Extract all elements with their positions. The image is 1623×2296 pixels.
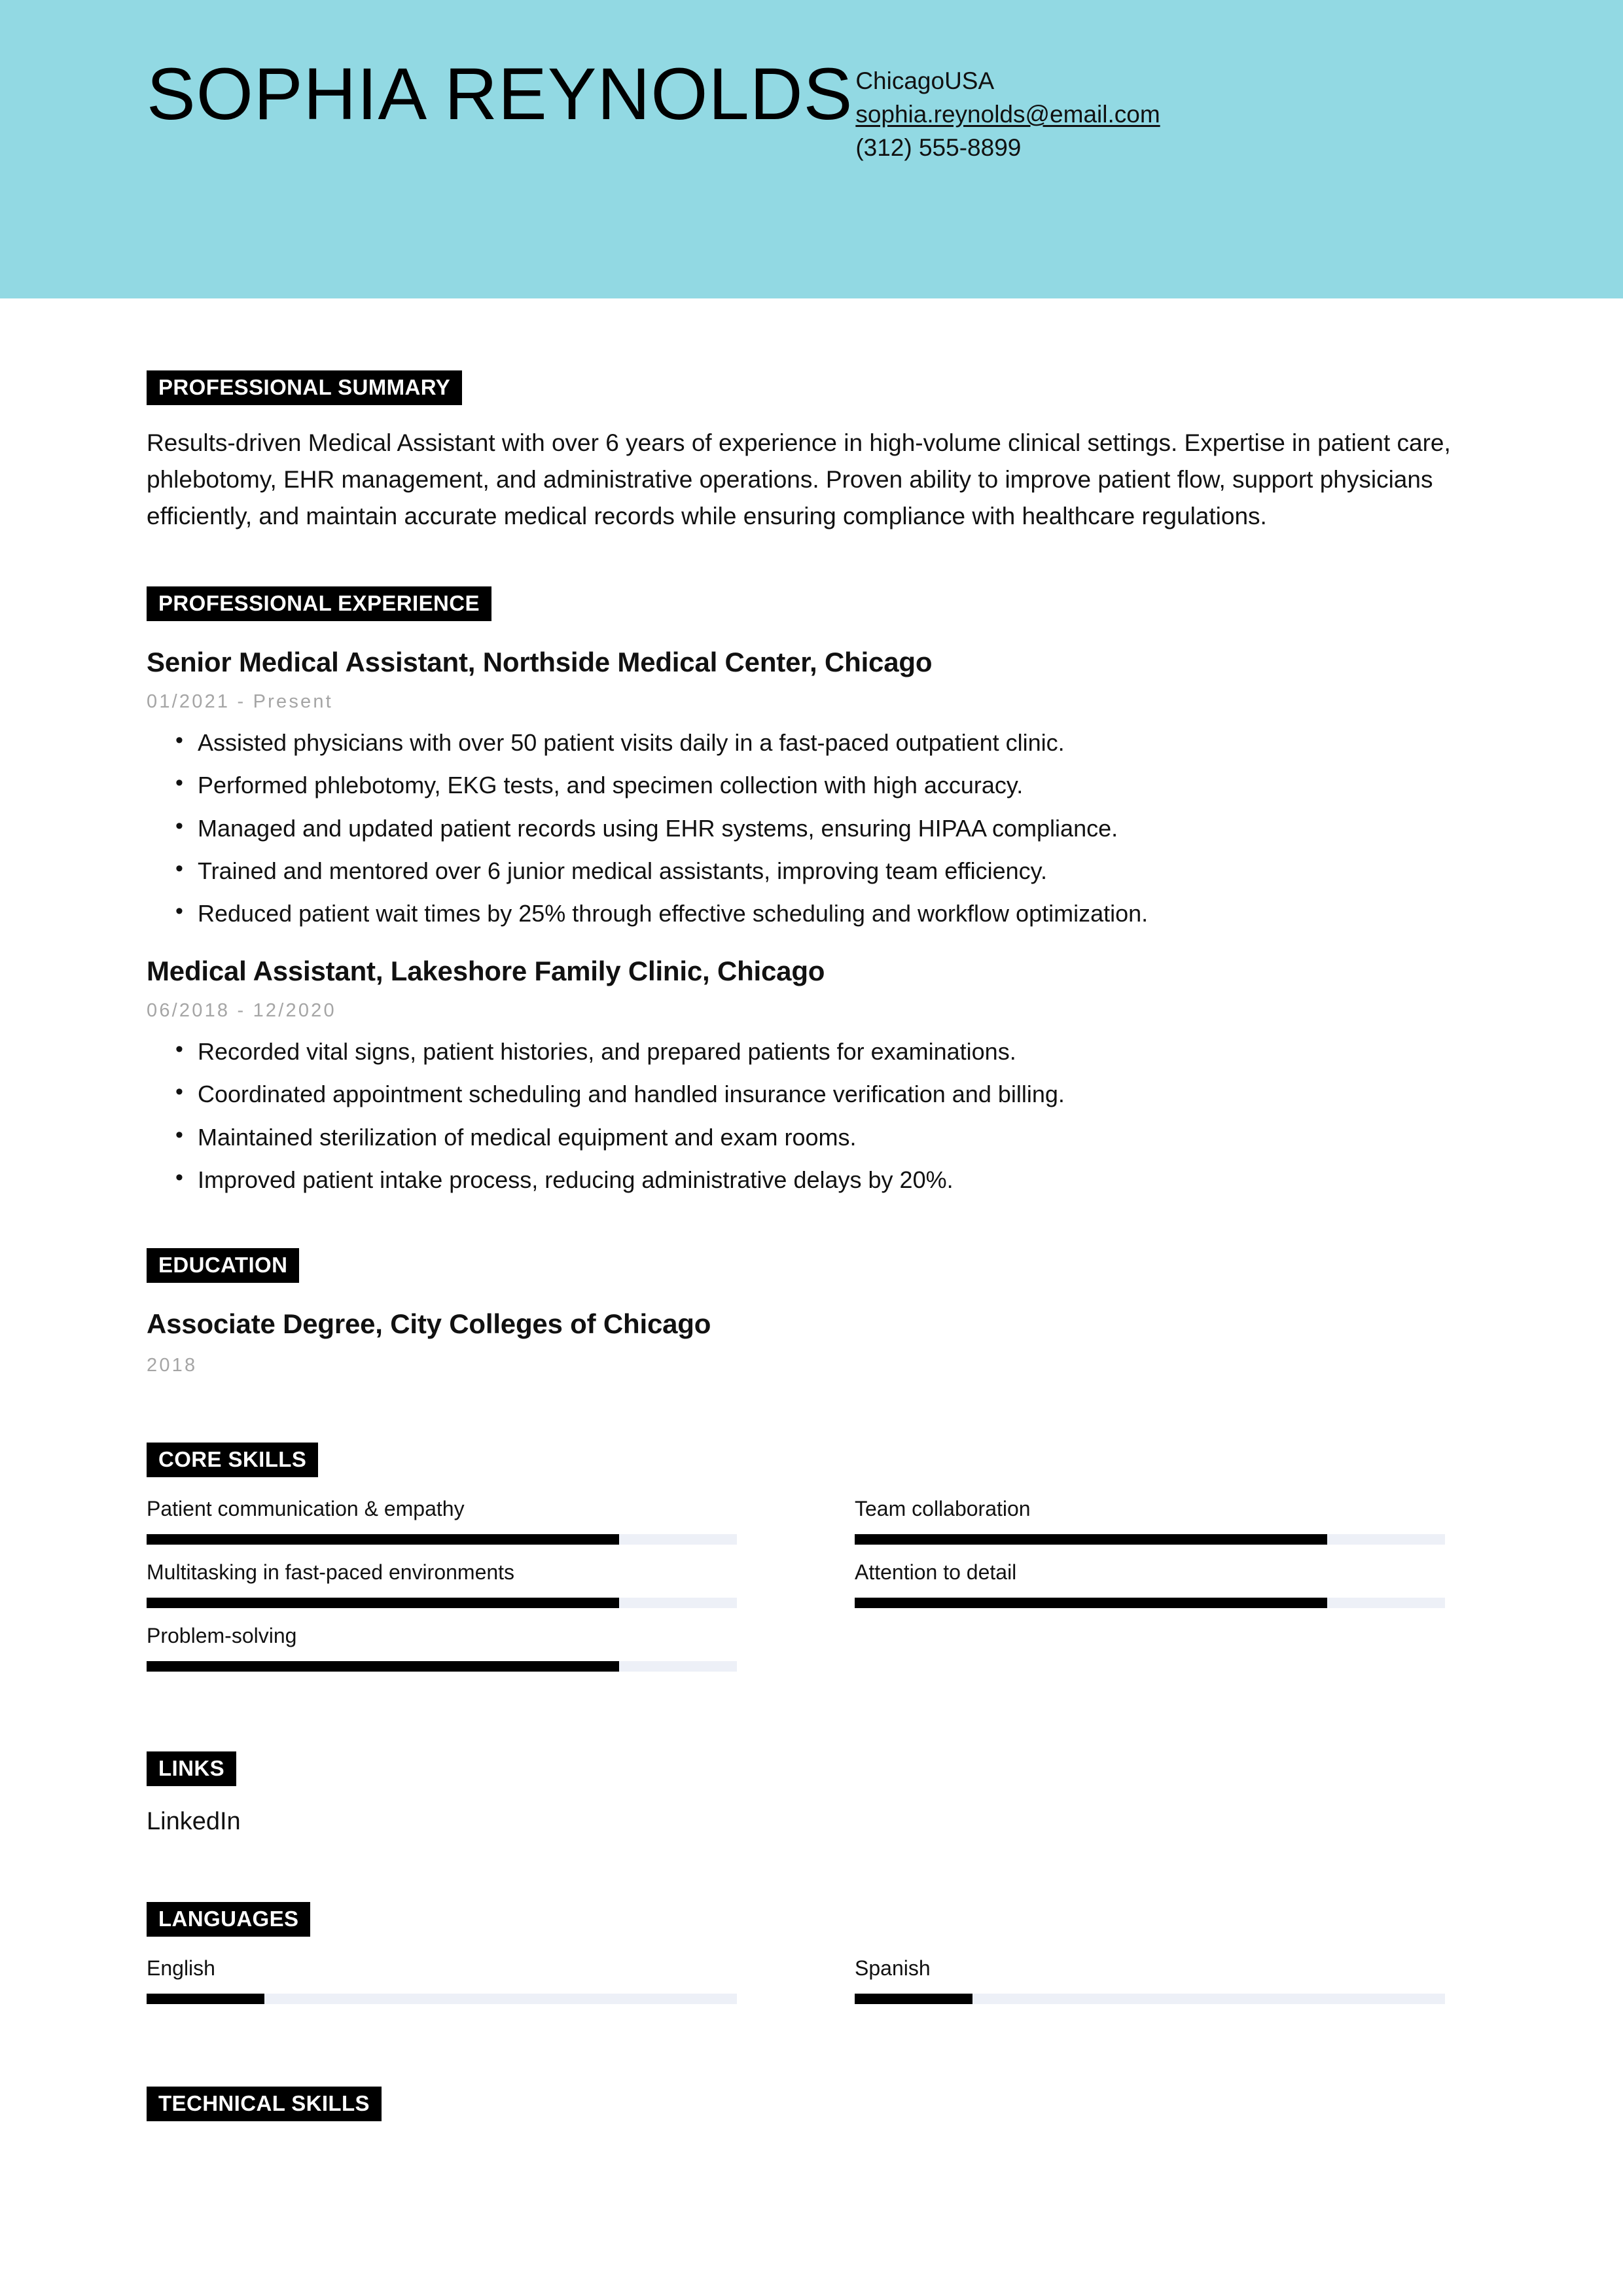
core-skill-level-fill [147,1598,619,1608]
job-bullet: • Performed phlebotomy, EKG tests, and specimen collection with high accuracy. [147,770,1476,800]
language-label: Spanish [855,1956,931,1980]
core-skill-label: Team collaboration [855,1496,1031,1520]
core-skill-label: Attention to detail [855,1560,1017,1584]
job-date-range: 01/2021 - Present [147,691,333,713]
core-skill-item [147,1496,737,1545]
job-date-range: 06/2018 - 12/2020 [147,1000,336,1022]
core-skill-level-fill [147,1534,619,1545]
core-skill-level-bar [147,1534,737,1545]
job-bullet-list [147,1037,1476,1194]
experience-entry [147,646,1476,929]
core-skill-label: Multitasking in fast-paced environments [147,1560,515,1584]
core-skill-level-bar [855,1534,1445,1545]
contact-location: ChicagoUSA [855,67,995,94]
section-languages [147,1902,1476,2018]
core-skill-level-fill [855,1598,1327,1608]
core-skill-label: Patient communication & empathy [147,1496,465,1520]
language-level-bar [147,1994,737,2004]
section-heading-professional-summary: PROFESSIONAL SUMMARY [147,370,462,405]
languages-grid [147,1955,1476,2018]
section-heading-professional-experience: PROFESSIONAL EXPERIENCE [147,586,491,621]
core-skill-level-bar [147,1661,737,1672]
education-entry [147,1308,1476,1376]
language-level-fill [855,1994,972,2004]
core-skill-level-bar [147,1598,737,1608]
language-label: English [147,1956,215,1980]
section-professional-summary [147,370,1476,535]
core-skill-item [147,1559,737,1608]
job-bullet: • Maintained sterilization of medical equipment and exam rooms. [147,1122,1476,1152]
education-degree: Associate Degree, City Colleges of Chicago [147,1308,711,1340]
section-technical-skills [147,2087,1476,2140]
links-list [147,1806,1476,1838]
education-list [147,1308,1476,1376]
section-heading-education: EDUCATION [147,1248,299,1283]
language-level-fill [147,1994,264,2004]
link-item[interactable]: LinkedIn [147,1807,241,1835]
header-content [147,0,1476,298]
job-bullet: • Managed and updated patient records using EHR systems, ensuring HIPAA compliance. [147,814,1476,843]
job-bullet: • Coordinated appointment scheduling and handled insurance verification and billing. [147,1079,1476,1109]
core-skill-item [855,1559,1445,1608]
contact-email-link[interactable]: sophia.reynolds@email.com [855,100,1160,128]
job-bullet: • Improved patient intake process, reducing administrative delays by 20%. [147,1165,1476,1194]
job-bullet: • Reduced patient wait times by 25% through effective scheduling and workflow optimization. [147,899,1476,928]
section-core-skills [147,1443,1476,1686]
core-skill-label: Problem-solving [147,1623,297,1647]
core-skill-level-fill [855,1534,1327,1545]
experience-entry [147,955,1476,1195]
section-heading-languages: LANGUAGES [147,1902,310,1937]
core-skill-item [855,1496,1445,1545]
education-year: 2018 [147,1354,198,1376]
name-block [147,0,853,135]
section-heading-core-skills: CORE SKILLS [147,1443,318,1477]
section-professional-experience [147,586,1476,1195]
section-links [147,1751,1476,1838]
language-level-bar [855,1994,1445,2004]
section-heading-technical-skills: TECHNICAL SKILLS [147,2087,382,2121]
job-bullet-list [147,728,1476,929]
language-item [147,1955,737,2004]
experience-list [147,646,1476,1195]
core-skills-grid [147,1496,1476,1686]
contact-phone: (312) 555-8899 [855,134,1022,161]
language-item [855,1955,1445,2004]
job-bullet: • Recorded vital signs, patient histories, and prepared patients for examinations. [147,1037,1476,1066]
contact-block [853,0,1160,164]
section-heading-links: LINKS [147,1751,236,1786]
core-skill-level-bar [855,1598,1445,1608]
section-education [147,1248,1476,1376]
job-bullet: • Trained and mentored over 6 junior medical assistants, improving team efficiency. [147,856,1476,886]
resume-body [0,370,1623,2140]
page-title: SOPHIA REYNOLDS [147,53,853,135]
job-bullet: • Assisted physicians with over 50 patient visits daily in a fast-paced outpatient clinic. [147,728,1476,757]
professional-summary-text: Results-driven Medical Assistant with over 6 years of experience in high-volume clinical settings. Expertise in patient care, phlebotomy, EHR management, and administrative operations. Proven ability to improve patient flow, support physicians efficiently, and maintain accurate medical records while ensuring compliance with healthcare regulations. [147,429,1451,530]
core-skill-item [147,1623,737,1672]
resume-header-band [0,0,1623,298]
core-skill-level-fill [147,1661,619,1672]
job-title: Senior Medical Assistant, Northside Medical Center, Chicago [147,646,933,677]
job-title: Medical Assistant, Lakeshore Family Clinic, Chicago [147,955,825,986]
